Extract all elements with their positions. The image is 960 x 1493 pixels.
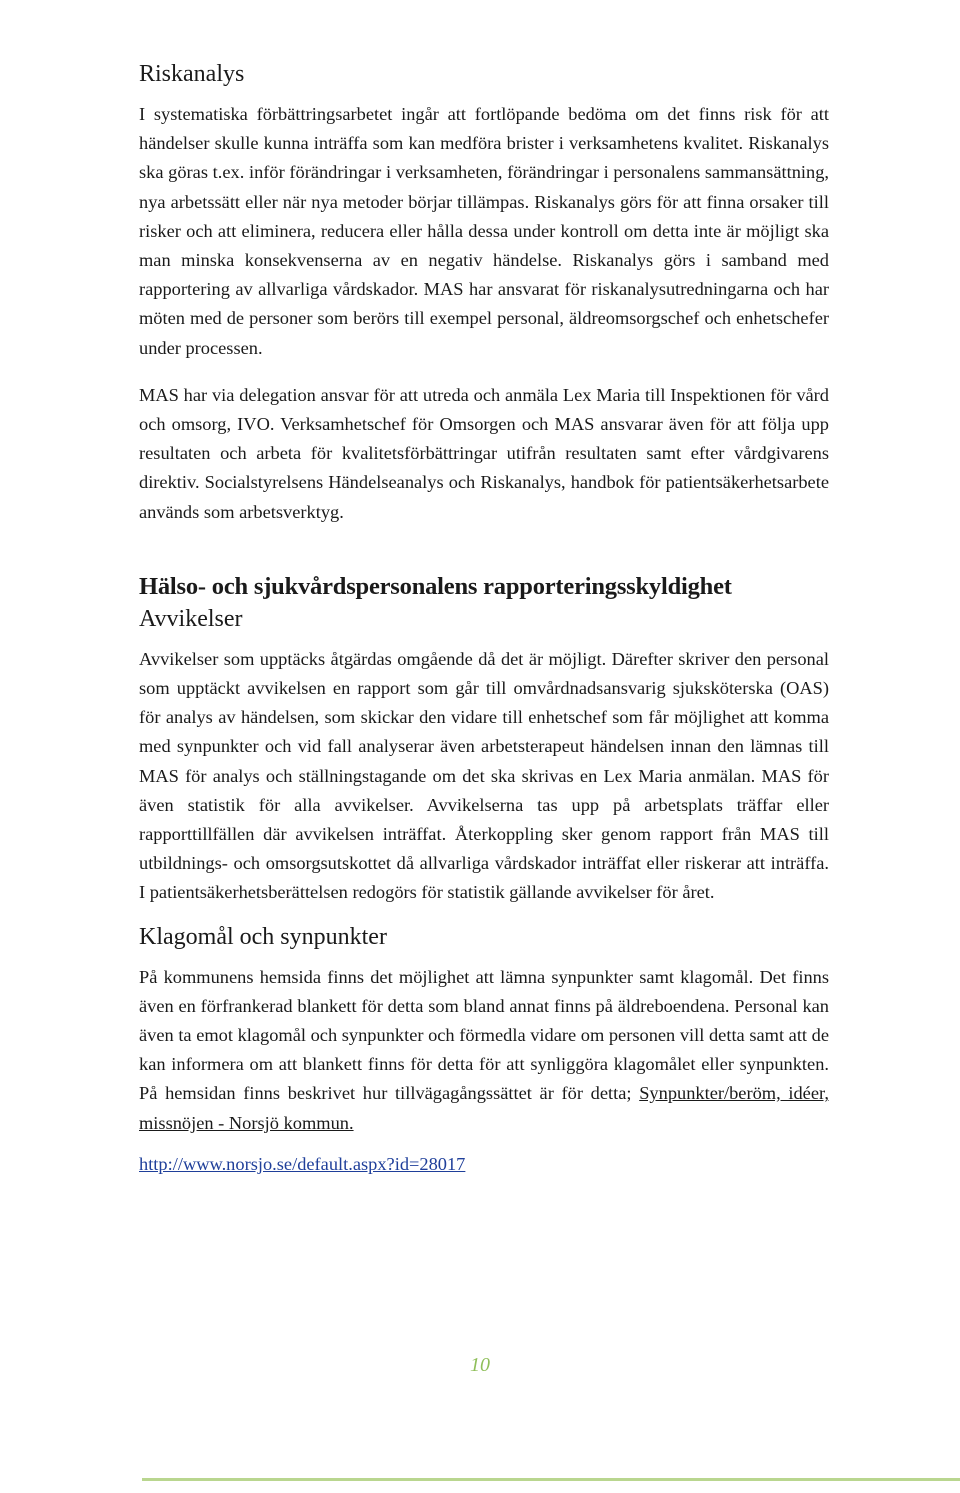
- norsjo-url-link[interactable]: http://www.norsjo.se/default.aspx?id=28017: [139, 1153, 466, 1174]
- klagomal-heading: Klagomål och synpunkter: [139, 923, 387, 950]
- avvikelser-paragraph: Avvikelser som upptäcks åtgärdas omgående då det är möjligt. Därefter skriver den personal som upptäckt avvikelsen en rapport som går till omvårdnadsansvarig sjuksköterska (OAS) för analys av händelsen, som skickar den vidare till enhetschef som får möjlighet att komma med synpunkter och vid fall analyserar även arbetsterapeut händelsen innan den lämnas till MAS för analys och ställningstagande om det ska skrivas en Lex Maria anmälan. MAS för även statistik för alla avvikelser. Avvikelserna tas upp på arbetsplats träffar eller rapporttillfällen där avvikelsen inträffat. Återkoppling sker genom rapport från MAS till utbildnings- och omsorgsutskottet då allvarliga vårdskador inträffat eller riskerar att inträffa. I patientsäkerhetsberättelsen redogörs för statistik gällande avvikelser för året.: [139, 648, 829, 903]
- avvikelser-heading: Avvikelser: [139, 605, 243, 632]
- document-page: [139, 58, 829, 1179]
- riskanalys-heading: Riskanalys: [139, 61, 245, 87]
- url-paragraph: [139, 1150, 829, 1179]
- page-number: 10: [470, 1354, 490, 1376]
- footer-divider: [142, 1478, 960, 1481]
- synpunkter-link[interactable]: Synpunkter/beröm, idéer, missnöjen - Norsjö kommun.: [139, 1083, 829, 1133]
- riskanalys-paragraph-1: I systematiska förbättringsarbetet ingår att fortlöpande bedöma om det finns risk för att händelser skulle kunna inträffa som kan medföra brister i verksamhetens kvalitet. Riskanalys ska göras t.ex. inför förändringar i verksamheten, förändringar i personalens sammansättning, nya arbetssätt eller när nya metoder börjar tillämpas. Riskanalys görs för att finna orsaker till risker och att eliminera, reducera eller hålla dessa under kontroll om detta inte är möjligt ska man minska konsekvenserna av en negativ händelse. Riskanalys görs i samband med rapportering av allvarliga vårdskador. MAS har ansvarat för riskanalysutredningarna och har möten med de personer som berörs till exempel personal, äldreomsorgschef och enhetschefer under processen.: [139, 104, 829, 358]
- klagomal-text: På kommunens hemsida finns det möjlighet att lämna synpunkter samt klagomål. Det finns även en förfrankerad blankett för detta som bland annat finns på äldreboendena. Personal kan även ta emot klagomål och synpunkter och förmedla vidare om personen vill detta samt att de kan informera om att blankett finns för detta för att synliggöra klagomålet eller synpunkten. På hemsidan finns beskrivet hur tillvägagångssättet är för detta;: [139, 966, 829, 1104]
- rapportering-heading: Hälso- och sjukvårdspersonalens rapporteringsskyldighet: [139, 572, 732, 600]
- klagomal-paragraph: [139, 963, 829, 1138]
- riskanalys-paragraph-2: MAS har via delegation ansvar för att utreda och anmäla Lex Maria till Inspektionen för vård och omsorg, IVO. Verksamhetschef för Omsorgen och MAS ansvarar även för att följa upp resultaten och arbeta för kvalitetsförbättringar utifrån resultaten samt efter vårdgivarens direktiv. Socialstyrelsens Händelseanalys och Riskanalys, handbok för patientsäkerhetsarbete används som arbetsverktyg.: [139, 384, 829, 522]
